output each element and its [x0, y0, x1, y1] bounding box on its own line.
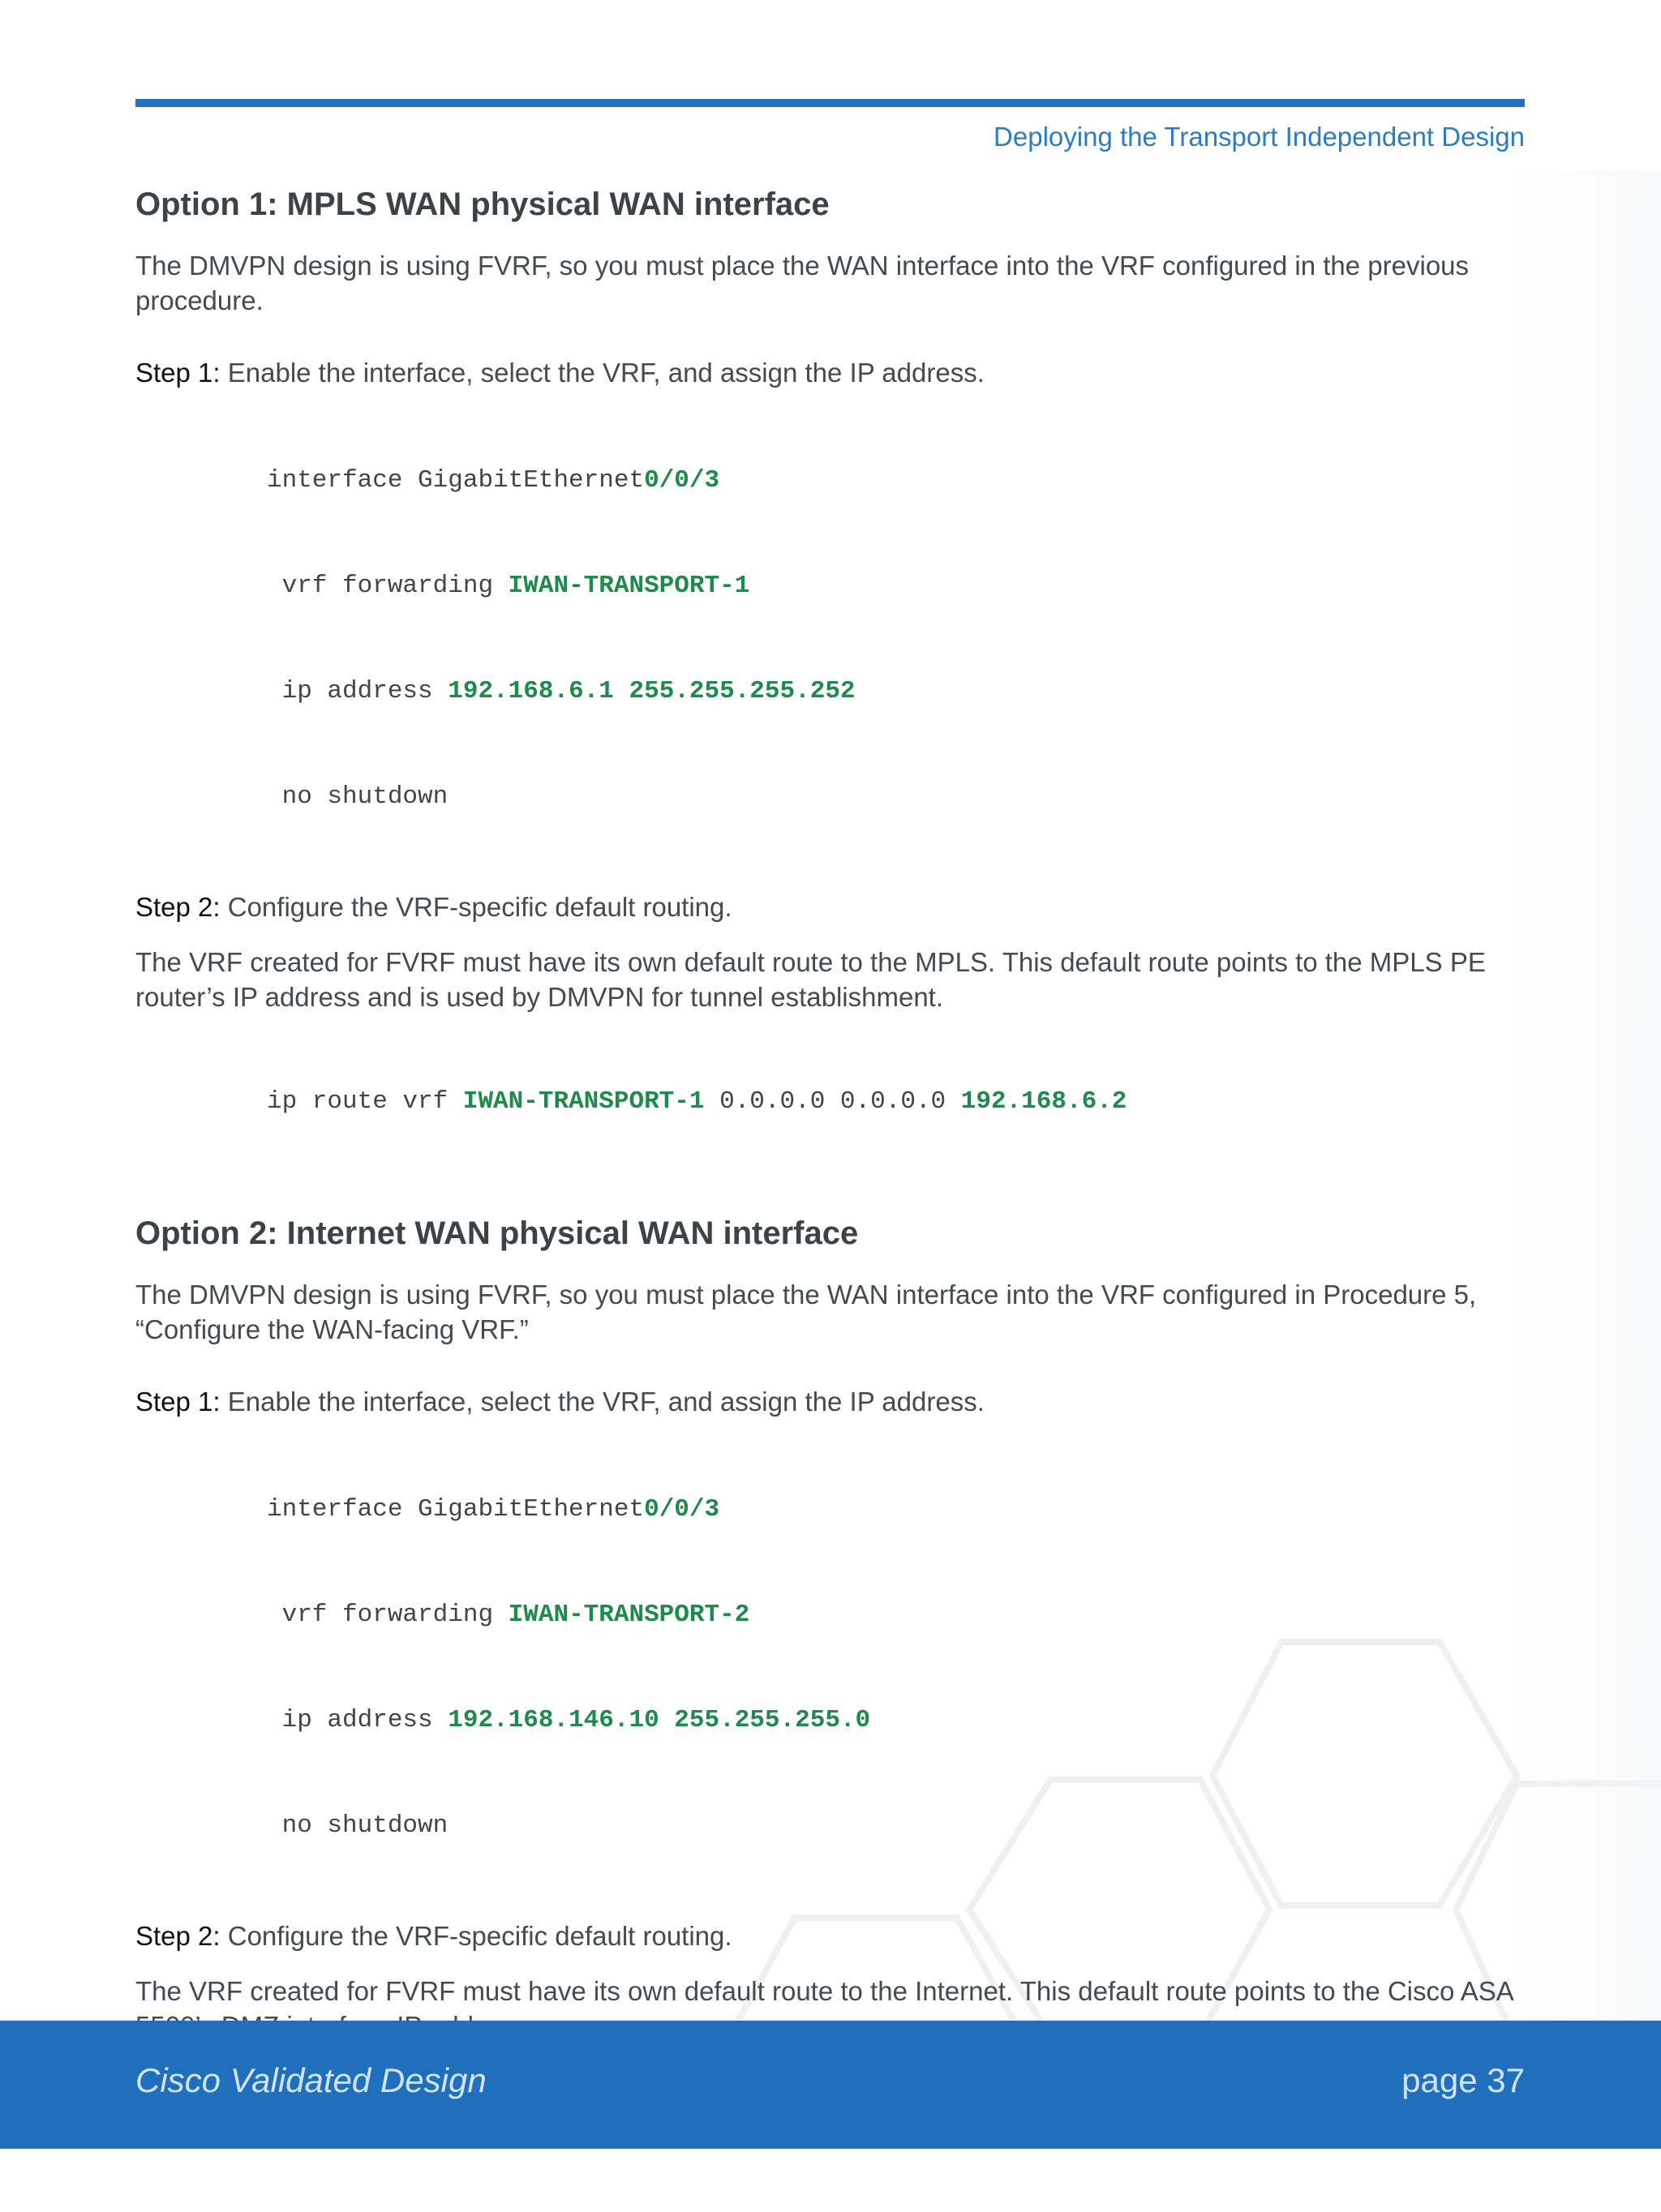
option1-intro: The DMVPN design is using FVRF, so you must place the WAN interface into the VRF configured in the previous procedure.: [135, 251, 1470, 315]
code-text: ip address: [267, 677, 449, 705]
code-line: no shutdown: [267, 782, 449, 811]
option2-heading: Option 2: Internet WAN physical WAN interface: [135, 1215, 859, 1251]
code-text: 0.0.0.0 0.0.0.0: [704, 1087, 961, 1116]
code-line: [267, 1485, 1525, 1534]
code-highlight: 192.168.6.1 255.255.255.252: [448, 677, 856, 705]
code-line: no shutdown: [267, 1811, 449, 1840]
code-highlight: IWAN-TRANSPORT-1: [462, 1087, 705, 1116]
step-text: Configure the VRF-specific default routing.: [227, 892, 732, 922]
code-line: [267, 1591, 1525, 1640]
code-highlight: 0/0/3: [644, 466, 720, 495]
code-highlight: IWAN-TRANSPORT-1: [508, 572, 750, 600]
code-highlight: 192.168.6.2: [960, 1087, 1127, 1116]
option1-route-config: [267, 1021, 1525, 1183]
option2-step2: [135, 1918, 1525, 1953]
step-label: Step 1:: [135, 1387, 221, 1417]
option2-step1: [135, 1384, 1525, 1419]
page-content: [135, 183, 1525, 2212]
option1-routing-text: The VRF created for FVRF must have its own default route to the MPLS. This default route points to the MPLS PE router’s IP address and is used by DMVPN for tunnel establishment.: [135, 947, 1486, 1012]
code-highlight: IWAN-TRANSPORT-2: [508, 1601, 750, 1629]
step-label: Step 1:: [135, 358, 221, 388]
code-highlight: 192.168.146.10 255.255.255.0: [448, 1706, 871, 1734]
step-text: Configure the VRF-specific default routing.: [227, 1921, 732, 1951]
code-text: vrf forwarding: [267, 1601, 509, 1629]
code-text: ip address: [267, 1706, 449, 1734]
code-line: [267, 457, 1525, 505]
option2-intro: The DMVPN design is using FVRF, so you must place the WAN interface into the VRF configured in Procedure 5, “Configure the WAN-facing VRF.”: [135, 1280, 1477, 1344]
code-text: interface GigabitEthernet: [267, 1495, 645, 1524]
code-text: interface GigabitEthernet: [267, 466, 645, 495]
option1-interface-config: [267, 400, 1525, 878]
step-label: Step 2:: [135, 892, 221, 922]
code-text: ip route vrf: [267, 1087, 463, 1116]
background-shade: [1515, 170, 1661, 2019]
page-number: page 37: [1401, 2061, 1525, 2099]
footer-brand: Cisco Validated Design: [135, 2061, 487, 2099]
section-header: Deploying the Transport Independent Design: [994, 122, 1525, 152]
footer-bar: [0, 2021, 1661, 2149]
option2-interface-config: [267, 1429, 1525, 1907]
code-line: [267, 1078, 1525, 1126]
option1-step2: [135, 890, 1525, 924]
option1-heading: Option 1: MPLS WAN physical WAN interface: [135, 186, 830, 222]
option2-routing-text: The VRF created for FVRF must have its own default route to the Internet. This default route points to the Cisco ASA: [135, 1976, 1513, 2006]
step-text: Enable the interface, select the VRF, and assign the IP address.: [227, 358, 985, 388]
header-rule: [135, 99, 1525, 107]
code-line: [267, 667, 1525, 716]
option1-step1: [135, 355, 1525, 390]
code-line: [267, 1696, 1525, 1745]
code-text: vrf forwarding: [267, 572, 509, 600]
step-label: Step 2:: [135, 1921, 221, 1951]
code-line: [267, 562, 1525, 611]
step-text: Enable the interface, select the VRF, and assign the IP address.: [227, 1387, 985, 1417]
code-highlight: 0/0/3: [644, 1495, 720, 1524]
